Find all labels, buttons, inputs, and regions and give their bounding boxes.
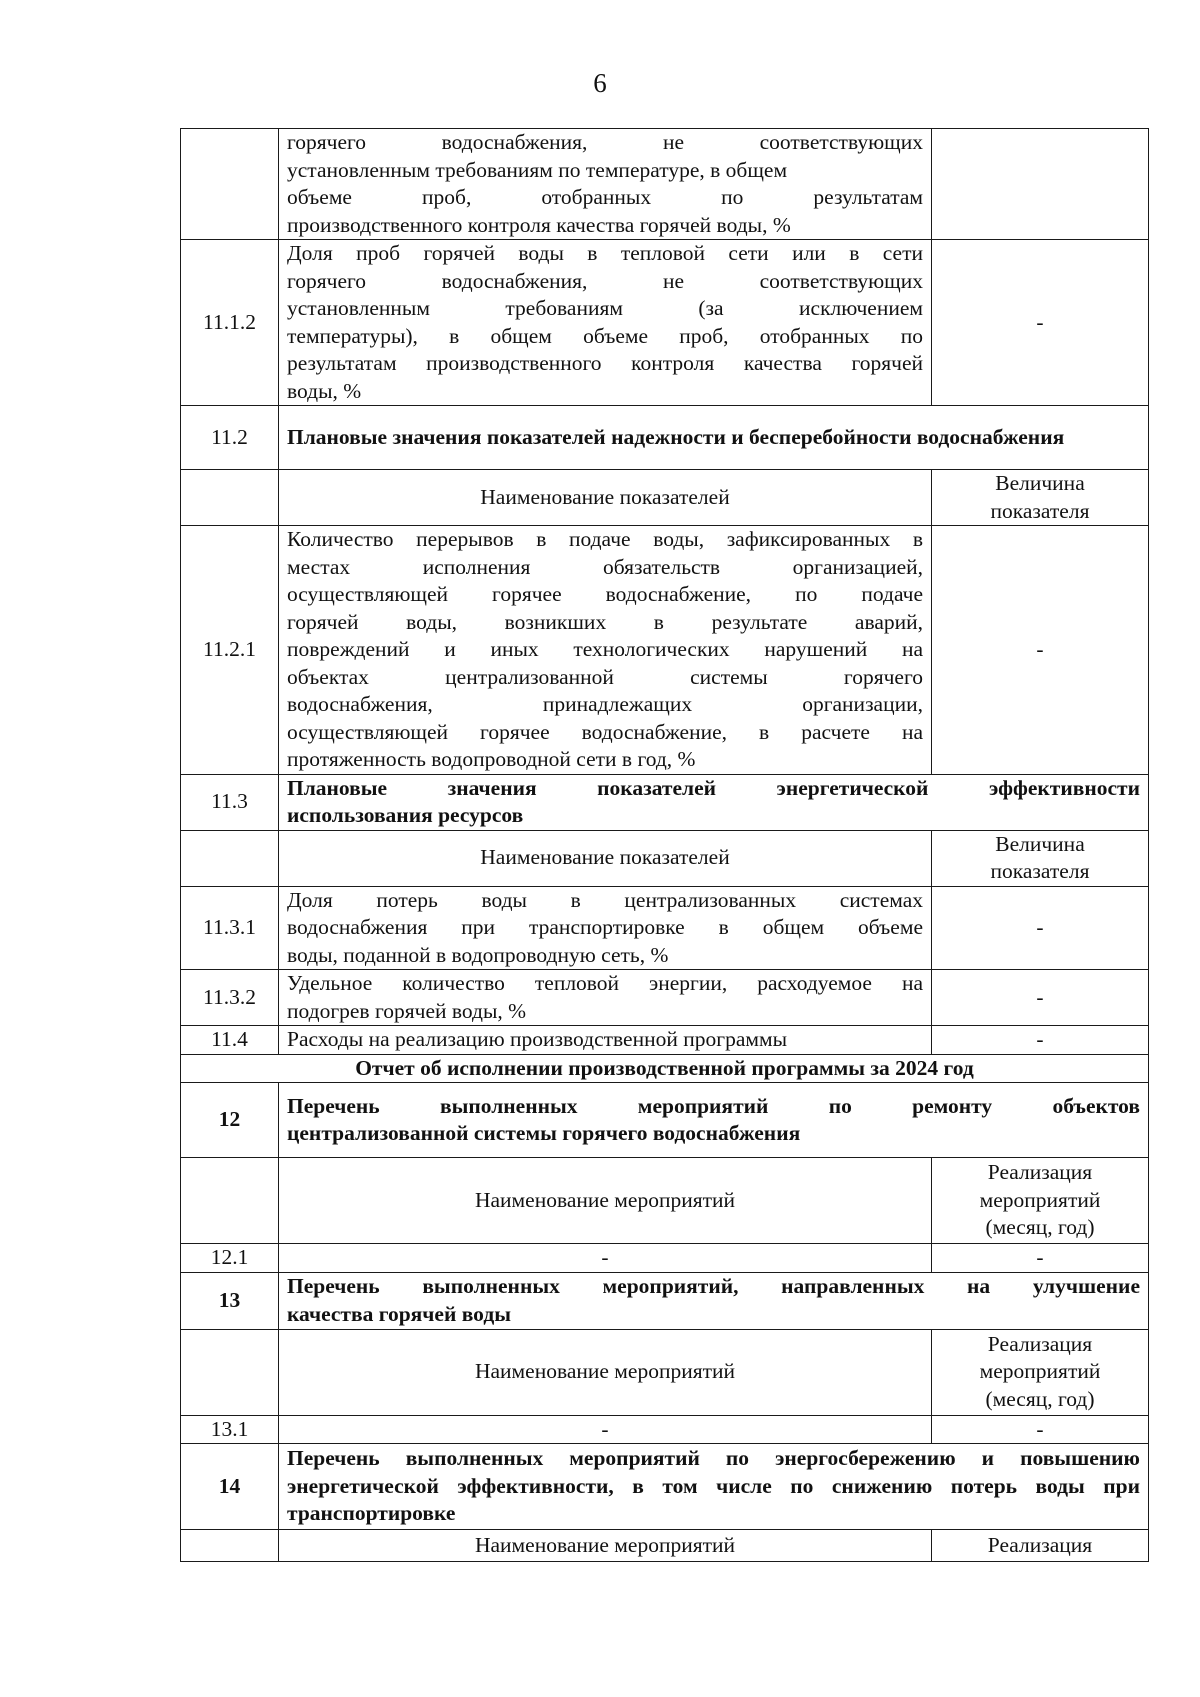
- section-title: Плановые значения показателей надежности и бесперебойности водоснабжения: [279, 406, 1149, 470]
- table-header-row: [181, 1329, 1149, 1415]
- section-title: Перечень выполненных мероприятий по энергосбережению и повышению энергетической эффективности, в том числе по снижению потерь воды при транспортировке: [279, 1444, 1149, 1530]
- row-number: 12.1: [181, 1244, 279, 1273]
- section-number: 11.3: [181, 774, 279, 830]
- table-header-row: [181, 1158, 1149, 1244]
- row-number: 11.3.2: [181, 970, 279, 1026]
- empty-cell: [181, 1158, 279, 1244]
- table-row: [181, 240, 1149, 406]
- indicator-value: -: [932, 1026, 1149, 1055]
- section-title: Перечень выполненных мероприятий по ремонту объектов централизованной системы горячего водоснабжения: [279, 1083, 1149, 1158]
- column-header-name: Наименование мероприятий: [279, 1158, 932, 1244]
- row-number: 11.1.2: [181, 240, 279, 406]
- empty-cell: [181, 1530, 279, 1562]
- production-program-table: [180, 128, 1149, 1562]
- indicator-value: -: [932, 886, 1149, 970]
- column-header-value: Реализация мероприятий (месяц, год): [932, 1329, 1149, 1415]
- column-header-value: Величина показателя: [932, 470, 1149, 526]
- row-number: 11.2.1: [181, 526, 279, 775]
- table-header-row: [181, 470, 1149, 526]
- column-header-value: Реализация: [932, 1530, 1149, 1562]
- table-row: [181, 970, 1149, 1026]
- indicator-name: Удельное количество тепловой энергии, расходуемое на подогрев горячей воды, %: [279, 970, 932, 1026]
- indicator-name: Расходы на реализацию производственной программы: [279, 1026, 932, 1055]
- table-row: [181, 526, 1149, 775]
- column-header-value: Реализация мероприятий (месяц, год): [932, 1158, 1149, 1244]
- table-row: [181, 774, 1149, 830]
- table-row: [181, 1026, 1149, 1055]
- section-title: Плановые значения показателей энергетической эффективности использования ресурсов: [279, 774, 1149, 830]
- table-row: [181, 1272, 1149, 1329]
- section-number: 13: [181, 1272, 279, 1329]
- indicator-value: [932, 129, 1149, 240]
- column-header-name: Наименование мероприятий: [279, 1329, 932, 1415]
- table-row: [181, 129, 1149, 240]
- empty-cell: [181, 830, 279, 886]
- activity-name: -: [279, 1415, 932, 1444]
- column-header-name: Наименование показателей: [279, 470, 932, 526]
- indicator-value: -: [932, 970, 1149, 1026]
- indicator-name: горячего водоснабжения, не соответствующих установленным требованиям по температуре, в общем объеме проб, отобранных по результатам производственного контроля качества горячей воды, %: [279, 129, 932, 240]
- column-header-name: Наименование мероприятий: [279, 1530, 932, 1562]
- indicator-name: Доля потерь воды в централизованных системах водоснабжения при транспортировке в общем объеме воды, поданной в водопроводную сеть, %: [279, 886, 932, 970]
- table-row: [181, 886, 1149, 970]
- row-number: 11.3.1: [181, 886, 279, 970]
- row-number: [181, 129, 279, 240]
- empty-cell: [181, 470, 279, 526]
- indicator-value: -: [932, 526, 1149, 775]
- table-row: [181, 1415, 1149, 1444]
- table-row: [181, 1054, 1149, 1083]
- section-number: 11.2: [181, 406, 279, 470]
- indicator-name: Доля проб горячей воды в тепловой сети или в сети горячего водоснабжения, не соответствующих установленным требованиям (за исключением температуры), в общем объеме проб, отобранных по результатам производственного контроля качества горячей воды, %: [279, 240, 932, 406]
- table-row: [181, 1244, 1149, 1273]
- indicator-name: Количество перерывов в подаче воды, зафиксированных в местах исполнения обязательств организацией, осуществляющей горячее водоснабжение, по подаче горячей воды, возникших в результате аварий, повреждений и иных технологических нарушений на объектах централизованной системы горячего водоснабжения, принадлежащих организации, осуществляющей горячее водоснабжение, в расчете на протяженность водопроводной сети в год, %: [279, 526, 932, 775]
- report-title: Отчет об исполнении производственной программы за 2024 год: [181, 1054, 1149, 1083]
- indicator-value: -: [932, 240, 1149, 406]
- column-header-value: Величина показателя: [932, 830, 1149, 886]
- table-row: [181, 1444, 1149, 1530]
- table-row: [181, 1083, 1149, 1158]
- empty-cell: [181, 1329, 279, 1415]
- activity-date: -: [932, 1244, 1149, 1273]
- row-number: 11.4: [181, 1026, 279, 1055]
- section-number: 14: [181, 1444, 279, 1530]
- column-header-name: Наименование показателей: [279, 830, 932, 886]
- section-title: Перечень выполненных мероприятий, направленных на улучшение качества горячей воды: [279, 1272, 1149, 1329]
- activity-date: -: [932, 1415, 1149, 1444]
- table-header-row: [181, 830, 1149, 886]
- row-number: 13.1: [181, 1415, 279, 1444]
- section-number: 12: [181, 1083, 279, 1158]
- activity-name: -: [279, 1244, 932, 1273]
- table-header-row: [181, 1530, 1149, 1562]
- table-row: [181, 406, 1149, 470]
- page-number: 6: [593, 68, 607, 98]
